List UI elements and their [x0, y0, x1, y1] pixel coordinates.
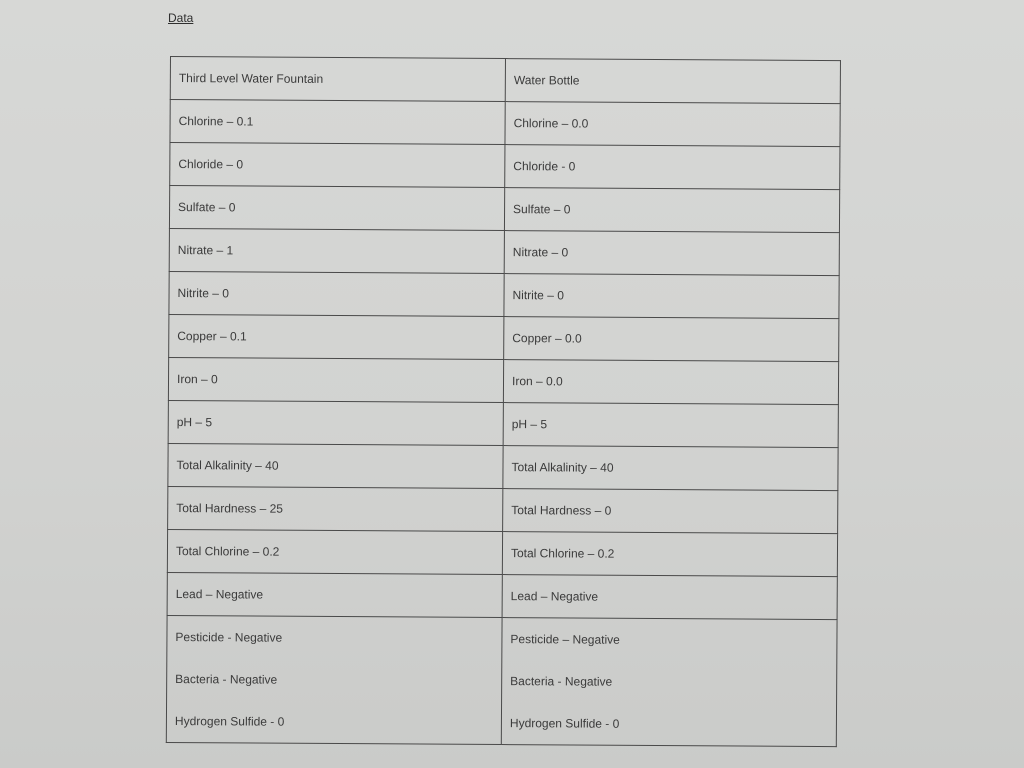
column-header-fountain: Third Level Water Fountain	[170, 57, 505, 102]
table-row	[169, 314, 839, 361]
table-row	[167, 529, 837, 576]
fountain-hydrogen-sulfide: Hydrogen Sulfide - 0	[174, 714, 285, 729]
bottle-cell: Total Chlorine – 0.2	[502, 532, 837, 577]
table-row	[170, 143, 840, 190]
column-header-bottle: Water Bottle	[505, 59, 840, 104]
table-row	[168, 443, 838, 490]
bottle-cell: Lead – Negative	[502, 575, 837, 620]
fountain-cell: pH – 5	[168, 400, 503, 445]
bottle-cell: Nitrate – 0	[504, 231, 839, 276]
bottle-cell: Sulfate – 0	[504, 188, 839, 233]
table-row	[169, 228, 839, 275]
fountain-cell: Chloride – 0	[170, 143, 505, 188]
bottle-cell: Copper – 0.0	[504, 317, 839, 362]
bottle-cell: Iron – 0.0	[503, 360, 838, 405]
bottle-multi-cell	[501, 618, 837, 747]
fountain-cell: Sulfate – 0	[169, 186, 504, 231]
table-row	[168, 486, 838, 533]
fountain-cell: Total Hardness – 25	[168, 486, 503, 531]
bottle-hydrogen-sulfide: Hydrogen Sulfide - 0	[509, 716, 620, 731]
table-row	[168, 400, 838, 447]
fountain-cell: Lead – Negative	[167, 572, 502, 617]
table-row-multi	[166, 615, 837, 746]
bottle-cell: Total Alkalinity – 40	[503, 446, 838, 491]
fountain-multi-cell	[166, 615, 502, 744]
fountain-pesticide: Pesticide - Negative	[175, 630, 283, 645]
fountain-cell: Nitrate – 1	[169, 228, 504, 273]
fountain-cell: Iron – 0	[168, 357, 503, 402]
bottle-cell: Chlorine – 0.0	[505, 102, 840, 147]
results-table	[166, 56, 841, 747]
fountain-cell: Chlorine – 0.1	[170, 100, 505, 145]
fountain-cell: Total Alkalinity – 40	[168, 443, 503, 488]
bottle-bacteria: Bacteria - Negative	[510, 674, 613, 689]
bottle-pesticide: Pesticide – Negative	[510, 632, 620, 647]
fountain-bacteria: Bacteria - Negative	[175, 672, 278, 687]
table-row	[167, 572, 837, 619]
bottle-cell: Chloride - 0	[505, 145, 840, 190]
table-row	[169, 186, 839, 233]
table-row	[169, 271, 839, 318]
page-heading: Data	[168, 11, 194, 25]
bottle-cell: Total Hardness – 0	[503, 489, 838, 534]
fountain-cell: Copper – 0.1	[169, 314, 504, 359]
table-row	[168, 357, 838, 404]
fountain-cell: Nitrite – 0	[169, 271, 504, 316]
table-row	[170, 100, 840, 147]
bottle-cell: pH – 5	[503, 403, 838, 448]
fountain-cell: Total Chlorine – 0.2	[167, 529, 502, 574]
table-header-row	[170, 57, 840, 104]
bottle-cell: Nitrite – 0	[504, 274, 839, 319]
